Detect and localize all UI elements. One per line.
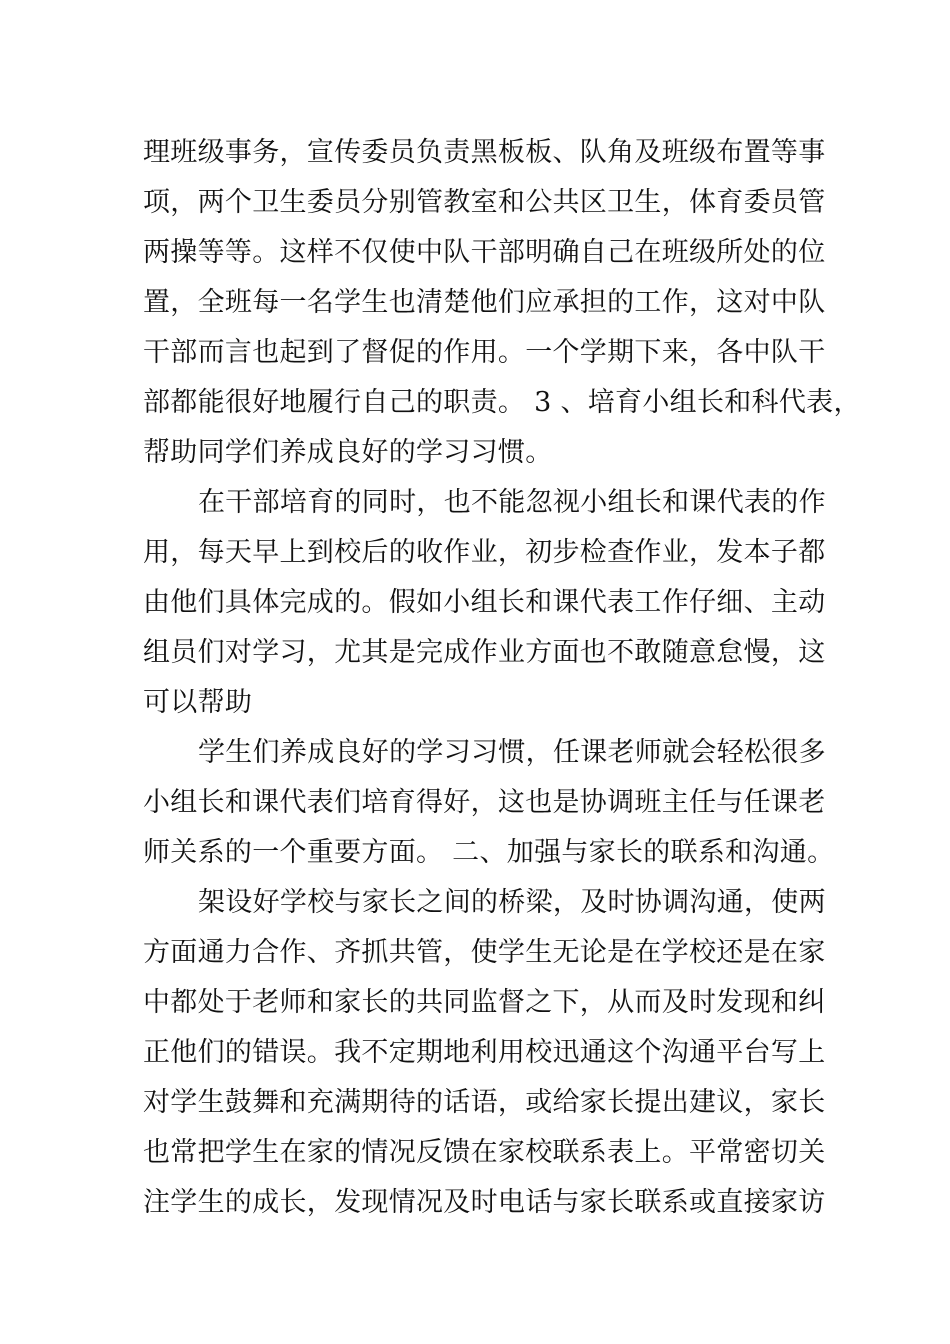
text-line: 用，每天早上到校后的收作业，初步检查作业，发本子都 bbox=[143, 537, 826, 568]
text-line: 帮助同学们养成良好的学习习惯。 bbox=[143, 437, 553, 468]
text-line: 项，两个卫生委员分别管教室和公共区卫生，体育委员管 bbox=[143, 187, 826, 218]
text-line: 也常把学生在家的情况反馈在家校联系表上。平常密切关 bbox=[143, 1137, 826, 1168]
paragraph-first-line: 学生们养成良好的学习习惯，任课老师就会轻松很多 bbox=[198, 737, 826, 768]
paragraph-first-line: 架设好学校与家长之间的桥梁，及时协调沟通，使两 bbox=[198, 887, 826, 918]
text-line: 正他们的错误。我不定期地利用校迅通这个沟通平台写上 bbox=[143, 1037, 826, 1068]
text-line: 对学生鼓舞和充满期待的话语，或给家长提出建议，家长 bbox=[143, 1087, 826, 1118]
text-line: 可以帮助 bbox=[143, 687, 253, 718]
text-line: 组员们对学习，尤其是完成作业方面也不敢随意怠慢，这 bbox=[143, 637, 826, 668]
text-line: 师关系的一个重要方面。 二、加强与家长的联系和沟通。 bbox=[143, 837, 835, 868]
text-line: 理班级事务，宣传委员负责黑板板、队角及班级布置等事 bbox=[143, 137, 826, 168]
text-line: 两操等等。这样不仅使中队干部明确自己在班级所处的位 bbox=[143, 237, 826, 268]
text-line: 注学生的成长，发现情况及时电话与家长联系或直接家访 bbox=[143, 1187, 826, 1218]
text-line: 中都处于老师和家长的共同监督之下，从而及时发现和纠 bbox=[143, 987, 826, 1018]
paragraph-first-line: 在干部培育的同时，也不能忽视小组长和课代表的作 bbox=[198, 487, 826, 518]
text-line: 方面通力合作、齐抓共管，使学生无论是在学校还是在家 bbox=[143, 937, 826, 968]
text-line: 干部而言也起到了督促的作用。一个学期下来，各中队干 bbox=[143, 337, 826, 368]
text-line: 小组长和课代表们培育得好，这也是协调班主任与任课老 bbox=[143, 787, 826, 818]
text-line: 置，全班每一名学生也清楚他们应承担的工作，这对中队 bbox=[143, 287, 826, 318]
text-line: 由他们具体完成的。假如小组长和课代表工作仔细、主动 bbox=[143, 587, 826, 618]
text-line: 部都能很好地履行自己的职责。 3 、培育小组长和科代表， bbox=[143, 387, 861, 418]
